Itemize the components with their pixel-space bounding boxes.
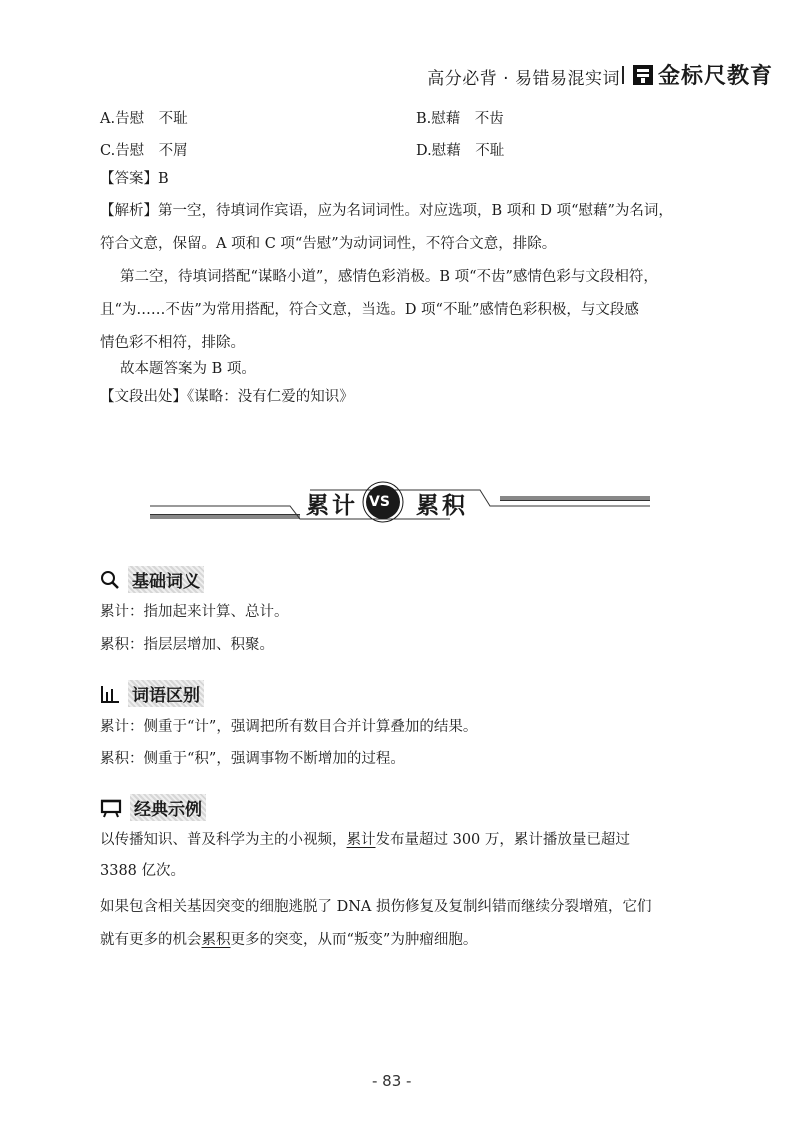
- analysis-line-5: 情色彩不相符，排除。: [100, 335, 245, 351]
- brand-name: 金标尺教育: [658, 64, 774, 89]
- option-a: A.告慰 不耻: [100, 111, 188, 127]
- brand-mark-icon: [632, 64, 654, 86]
- example-2-line-1: 如果包含相关基因突变的细胞逃脱了 DNA 损伤修复及复制纠错而继续分裂增殖，它们: [100, 899, 652, 915]
- brand-logo: [632, 59, 773, 90]
- header-divider: [622, 66, 624, 84]
- keyword-underlined: 累计: [346, 832, 376, 848]
- definition-line: 累积：指层层增加、积聚。: [100, 637, 274, 653]
- example-1-line-1: 以传播知识、普及科学为主的小视频，累计发布量超过 300 万，累计播放量已超过: [100, 832, 630, 848]
- presentation-board-icon: [100, 798, 122, 818]
- banner-decoration: [150, 478, 650, 528]
- example-2-line-2: 就有更多的机会累积更多的突变，从而“叛变”为肿瘤细胞。: [100, 932, 478, 948]
- vs-label: VS: [369, 494, 390, 510]
- section-title: 词语区别: [128, 680, 204, 707]
- difference-line: 累计：侧重于“计”，强调把所有数目合并计算叠加的结果。: [100, 719, 478, 735]
- conclusion-line: 故本题答案为 B 项。: [120, 361, 256, 377]
- keyword-underlined: 累积: [201, 932, 231, 948]
- option-c: C.告慰 不屑: [100, 143, 188, 159]
- analysis-line-3: 第二空，待填词搭配“谋略小道”，感情色彩消极。B 项“不齿”感情色彩与文段相符，: [120, 269, 658, 285]
- left-word: 累计: [306, 492, 358, 519]
- analysis-line-1: 【解析】第一空，待填词作宾语，应为名词词性。对应选项，B 项和 D 项“慰藉”为名词，: [100, 203, 673, 219]
- definition-line: 累计：指加起来计算、总计。: [100, 604, 289, 620]
- section-basic-meaning: [100, 566, 204, 593]
- source-line: 【文段出处】《谋略：没有仁爱的知识》: [100, 389, 354, 405]
- search-icon: [100, 570, 120, 590]
- section-examples: [100, 794, 206, 821]
- analysis-line-2: 符合文意，保留。A 项和 C 项“告慰”为动词词性，不符合文意，排除。: [100, 236, 557, 252]
- comparison-banner: [150, 478, 650, 528]
- bar-chart-icon: [100, 684, 120, 704]
- analysis-line-4: 且“为……不齿”为常用搭配，符合文意，当选。D 项“不耻”感情色彩积极，与文段感: [100, 302, 639, 318]
- page-number: - 83 -: [372, 1072, 412, 1090]
- option-d: D.慰藉 不耻: [416, 143, 505, 159]
- running-header-title: 高分必背 · 易错易混实词: [427, 69, 620, 89]
- answer-line: 【答案】B: [100, 171, 169, 187]
- option-b: B.慰藉 不齿: [416, 111, 504, 127]
- difference-line: 累积：侧重于“积”，强调事物不断增加的过程。: [100, 751, 405, 767]
- section-title: 基础词义: [128, 566, 204, 593]
- right-word: 累积: [416, 492, 468, 519]
- section-difference: [100, 680, 204, 707]
- section-title: 经典示例: [130, 794, 206, 821]
- example-1-line-2: 3388 亿次。: [100, 863, 186, 879]
